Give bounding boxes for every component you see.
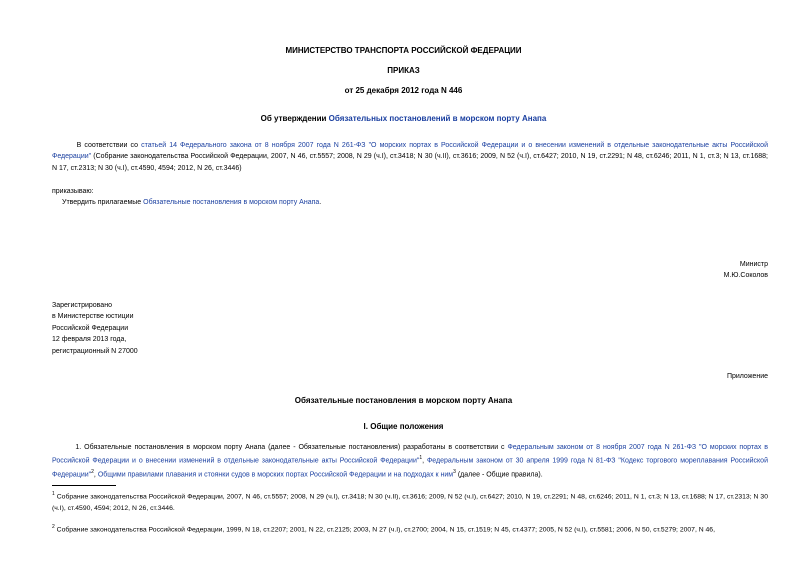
date-number: от 25 декабря 2012 года N 446 (344, 86, 463, 95)
appendix-label: Приложение (726, 373, 768, 380)
footnote-ref-1[interactable]: 1 (419, 455, 423, 462)
order-title-link[interactable]: Обязательных постановлений в морском порту Анапа (328, 114, 547, 123)
registration-line: Зарегистрировано (52, 302, 112, 309)
footnote-mark-2: 2 (52, 524, 55, 530)
ministry-heading: МИНИСТЕРСТВО ТРАНСПОРТА РОССИЙСКОЙ ФЕДЕРАЦИИ (285, 46, 522, 55)
footnote-ref-2[interactable]: 2 (91, 469, 94, 476)
signature-position: Министр (739, 261, 768, 268)
order-title (0, 114, 807, 123)
law-261-link[interactable]: статьей 14 Федерального закона от 8 ноября 2007 года N 261-ФЗ "О морских портах в Российской Федерации и о внесении изменений в отдельные законодательные акты Российской Федерации" (52, 142, 768, 161)
appendix-paragraph-1 (52, 442, 768, 481)
appendix-p1-post: (далее - Общие правила). (455, 471, 543, 479)
footnote-ref-3[interactable]: 3 (453, 469, 456, 476)
registration-line: регистрационный N 27000 (52, 347, 138, 355)
footnote-mark-1: 1 (52, 491, 55, 497)
approve-line (62, 199, 321, 206)
appendix-p1-mid1: , (422, 457, 427, 465)
doc-type-heading: ПРИКАЗ (387, 66, 420, 75)
preamble-text-pre: В соответствии со (76, 142, 142, 149)
appendix-p1-mid2: , (93, 471, 98, 479)
law-81-link[interactable]: Федеральным законом от 30 апреля 1999 года N 81-ФЗ "Кодекс торгового мореплавания Российской Федерации" (52, 457, 768, 479)
registration-line: в Министерстве юстиции (52, 313, 134, 321)
order-word: приказываю: (52, 188, 94, 195)
preamble-paragraph (52, 140, 768, 174)
footnote-1 (52, 489, 768, 514)
footnote-1-text: Собрание законодательства Российской Федерации, 2007, N 46, ст.5557; 2008, N 29 (ч.I), ст.3418; N 30 (ч.II), ст.3616; 2009, N 52 (ч.I), ст.6427; 2010, N 19, ст.2291; N 48, ст.6246; 2011, N 1, ст.3; N 13, ст.1688; N 17, ст.2313; N 30 (ч.I), ст.4590, 4594; 2012, N 26, ст.3446. (52, 493, 768, 512)
registration-line: 12 февраля 2013 года, (52, 336, 127, 344)
approve-text-post: . (319, 199, 322, 206)
approve-text-pre: Утвердить прилагаемые (62, 199, 144, 206)
preamble-text-post: (Собрание законодательства Российской Федерации, 2007, N 46, ст.5557; 2008, N 29 (ч.I), ст.3418; N 30 (ч.II), ст.3616; 2009, N 52 (ч.I), ст.6427; 2010, N 19, ст.2291; N 48, ст.6246; 2011, N 1, ст.3; N 13, ст.1688; N 17, ст.2313; N 30 (ч.I), ст.4590, 4594; 2012, N 26, ст.3446) (52, 153, 768, 172)
appendix-p1-pre: 1. Обязательные постановления в морском порту Анапа (далее - Обязательные постановления) разработаны в соответствии с (75, 444, 508, 451)
section-heading: I. Общие положения (363, 422, 444, 431)
general-rules-link[interactable]: Общими правилами плавания и стоянки судов в морских портах Российской Федерации и на подходах к ним (97, 471, 454, 479)
law-261-appendix-link[interactable]: Федеральным законом от 8 ноября 2007 года N 261-ФЗ "О морских портах в Российской Федерации и о внесении изменений в отдельные законодательные акты Российской Федерации" (52, 444, 768, 465)
registration-block (52, 300, 138, 357)
footnote-2-text: Собрание законодательства Российской Федерации, 1999, N 18, ст.2207; 2001, N 22, ст.2125; 2003, N 27 (ч.I), ст.2700; 2004, N 15, ст.1519; N 45, ст.4377; 2005, N 52 (ч.I), ст.5581; 2006, N 50, ст.5279; 2007, N 46, (54, 526, 715, 534)
signature-name: М.Ю.Соколов (723, 272, 768, 279)
approve-link[interactable]: Обязательные постановления в морском порту Анапа (143, 199, 320, 206)
registration-line: Российской Федерации (52, 324, 129, 332)
footnote-2 (52, 522, 768, 536)
order-title-prefix: Об утверждении (260, 114, 329, 123)
footnote-divider (52, 485, 116, 486)
appendix-title: Обязательные постановления в морском порту Анапа (294, 396, 513, 405)
